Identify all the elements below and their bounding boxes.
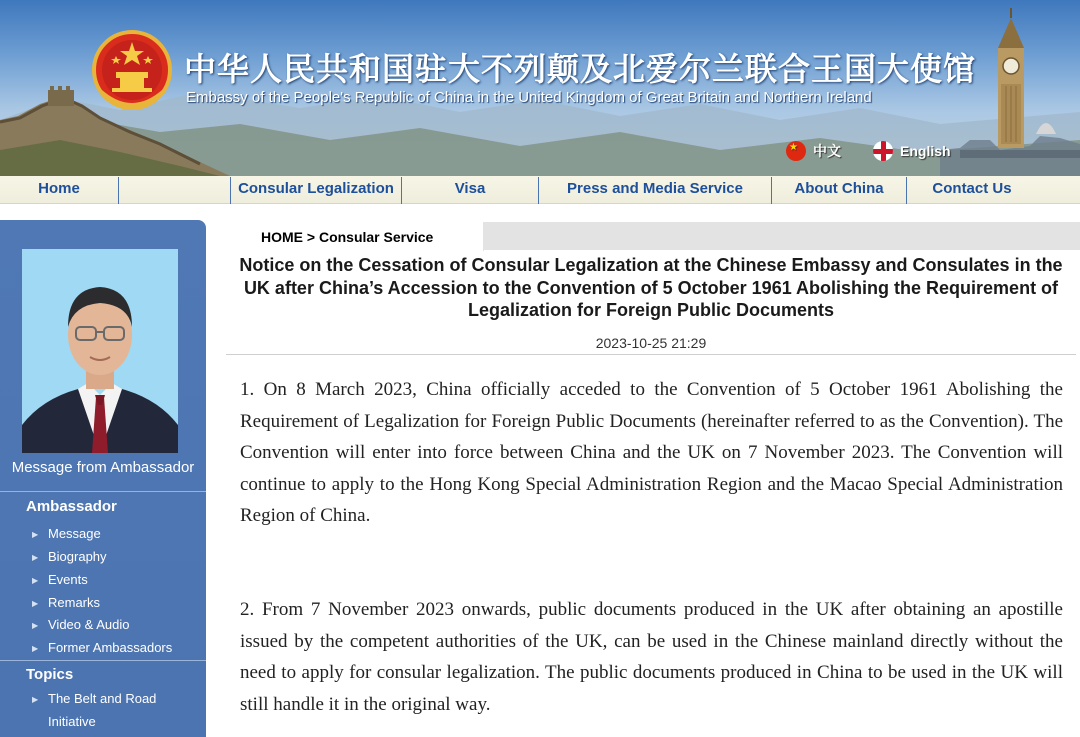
nav-empty[interactable] (119, 176, 229, 204)
header-banner (0, 0, 1080, 176)
sidebar-item-events[interactable] (32, 572, 88, 587)
sidebar-item-label: Video & Audio (48, 617, 130, 632)
triangle-right-icon: ▶ (32, 530, 39, 539)
sidebar-item-label: Biography (48, 549, 107, 564)
triangle-right-icon: ▶ (32, 599, 39, 608)
sidebar-heading-ambassador: Ambassador (26, 498, 117, 515)
message-from-ambassador-link[interactable]: Message from Ambassador (11, 459, 195, 476)
left-sidebar (0, 220, 206, 737)
sidebar-item-label: Message (48, 526, 101, 541)
title-divider (226, 354, 1076, 355)
nav-home[interactable]: Home (38, 180, 80, 197)
sidebar-item-biography[interactable] (32, 549, 107, 564)
sidebar-item-former-ambassadors[interactable] (32, 640, 172, 655)
main-nav (0, 176, 1080, 204)
sidebar-divider (0, 660, 206, 661)
language-chinese-link[interactable] (786, 141, 841, 161)
triangle-right-icon: ▶ (32, 576, 39, 585)
language-chinese-label: 中文 (813, 143, 841, 159)
national-emblem-icon (92, 30, 172, 114)
sidebar-item-label: Former Ambassadors (48, 640, 173, 655)
triangle-right-icon: ▶ (32, 644, 39, 653)
sidebar-item-initiative[interactable] (32, 714, 96, 729)
sidebar-divider (0, 491, 206, 492)
sidebar-heading-topics: Topics (26, 666, 74, 683)
article-paragraph-1: 1. On 8 March 2023, China officially acceded to the Convention of 5 October 1961 Abolishing the Requirement of Legalization for Foreign Public Documents (hereinafter referred to as the Convention). The Convention will enter into force between China and the UK on 7 November 2023. The Convention will continue to apply to the Hong Kong Special Administration Region and the Macao Special Administration Region of China. (240, 379, 1063, 527)
sidebar-item-belt-and-road[interactable] (32, 691, 156, 706)
ambassador-photo (22, 249, 178, 453)
china-flag-icon (786, 141, 806, 161)
sidebar-item-label: Initiative (48, 714, 96, 729)
uk-flag-icon (873, 141, 893, 161)
nav-consular-legalization[interactable]: Consular Legalization (238, 180, 394, 197)
embassy-title-english: Embassy of the People's Republic of China in the United Kingdom of Great Britain and Northern Ireland (186, 89, 872, 106)
article-date: 2023-10-25 21:29 (595, 335, 707, 351)
language-english-link[interactable] (873, 141, 951, 161)
sidebar-item-video-audio[interactable] (32, 617, 129, 632)
nav-visa[interactable]: Visa (454, 180, 486, 197)
language-english-label: English (900, 143, 951, 159)
sidebar-item-label: Remarks (48, 595, 101, 610)
triangle-right-icon: ▶ (32, 695, 39, 704)
sidebar-item-label: Events (48, 572, 88, 587)
sidebar-item-label: The Belt and Road (48, 691, 157, 706)
triangle-right-icon: ▶ (32, 621, 39, 630)
embassy-title-chinese: 中华人民共和国驻大不列颠及北爱尔兰联合王国大使馆 (184, 50, 977, 88)
nav-about-china[interactable]: About China (794, 180, 884, 197)
sidebar-item-remarks[interactable] (32, 595, 100, 610)
ambassador-portrait[interactable] (22, 249, 178, 453)
article-title: Notice on the Cessation of Consular Legalization at the Chinese Embassy and Consulates in the UK after China’s Accession to the Convention of 5 October 1961 Abolishing the Requirement of Legalization for Foreign Public Documents (239, 255, 1063, 320)
nav-contact-us[interactable]: Contact Us (932, 180, 1012, 197)
nav-press-and-media[interactable]: Press and Media Service (567, 180, 743, 197)
article-paragraph-2: 2. From 7 November 2023 onwards, public documents produced in the UK after obtaining an apostille issued by the competent authorities of the UK, can be used in the Chinese mainland directly without the need to apply for consular legalization. The public documents produced in China to be used in the UK will still handle it in the original way. (240, 599, 1063, 715)
sidebar-item-message[interactable] (32, 526, 101, 541)
triangle-right-icon: ▶ (32, 553, 39, 562)
breadcrumb[interactable]: HOME > Consular Service (261, 229, 434, 245)
